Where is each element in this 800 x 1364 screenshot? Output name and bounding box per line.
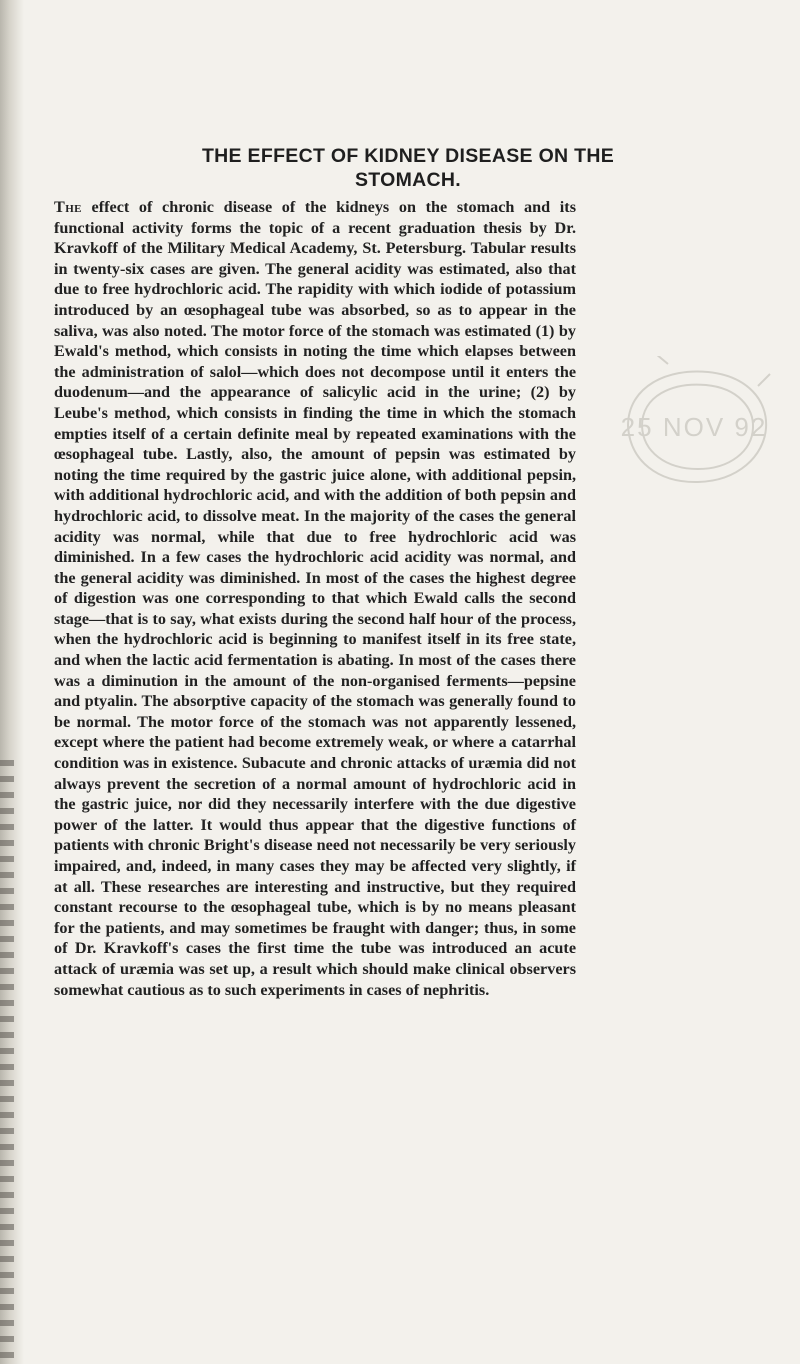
article-body <box>54 197 576 1000</box>
library-date-stamp <box>608 356 778 496</box>
stamp-date-text: 25 NOV 92 <box>620 412 768 442</box>
article-body-text: effect of chronic disease of the kidneys on the stomach and its functional activity forms the topic of a recent graduation thesis by Dr. Kravkoff of the Military Medical Academy, St. Petersburg. Tabular results in twenty-six cases are given. The general acidity was estimated, also that due to free hydrochloric acid. The rapidity with which iodide of potassium introduced by an œsophageal tube was absorbed, so as to appear in the saliva, was also noted. The motor force of the stomach was estimated (1) by Ewald's method, which consists in noting the time which elapses between the administration of salol—which does not decompose until it enters the duodenum—and the appearance of salicylic acid in the urine; (2) by Leube's method, which consists in finding the time in which the stomach empties itself of a certain definite meal by repeated examinations with the œsophageal tube. Lastly, also, the amount of pepsin was estimated by noting the time required by the gastric juice alone, with additional pepsin, with additional hydrochloric acid, and with the addition of both pepsin and hydrochloric acid, to dissolve meat. In the majority of the cases the general acidity was normal, while that due to free hydrochloric acid was diminished. In a few cases the hydrochloric acid acidity was normal, and the general acidity was diminished. In most of the cases the highest degree of digestion was one corresponding to that which Ewald calls the second stage—that is to say, what exists during the second half hour of the process, when the hydrochloric acid is beginning to manifest itself in its free state, and when the lactic acid fermentation is abating. In most of the cases there was a diminution in the amount of the non-organised ferments—pepsine and ptyalin. The absorptive capacity of the stomach was generally found to be normal. The motor force of the stomach was not apparently lessened, except where the patient had become extremely weak, or where a catarrhal condition was in existence. Subacute and chronic attacks of uræmia did not always prevent the secretion of a normal amount of hydrochloric acid in the gastric juice, nor did they necessarily interfere with the due digestive power of the latter. It would thus appear that the digestive functions of patients with chronic Bright's disease need not necessarily be very seriously impaired, and, indeed, in many cases they may be affected very slightly, if at all. These researches are interesting and instructive, but they required constant recourse to the œsophageal tube, which is by no means pleasant for the patients, and may sometimes be fraught with danger; thus, in some of Dr. Kravkoff's cases the first time the tube was introduced an acute attack of uræmia was set up, a result which should make clinical observers somewhat cautious as to such experiments in cases of nephritis. <box>54 198 576 999</box>
article-title-line-1: THE EFFECT OF KIDNEY DISEASE ON THE <box>201 145 615 167</box>
article-title <box>98 144 718 192</box>
article-title-line-2: STOMACH. <box>354 169 462 191</box>
article-lead-word: The <box>54 198 82 216</box>
page-edge-marks <box>0 760 14 1360</box>
